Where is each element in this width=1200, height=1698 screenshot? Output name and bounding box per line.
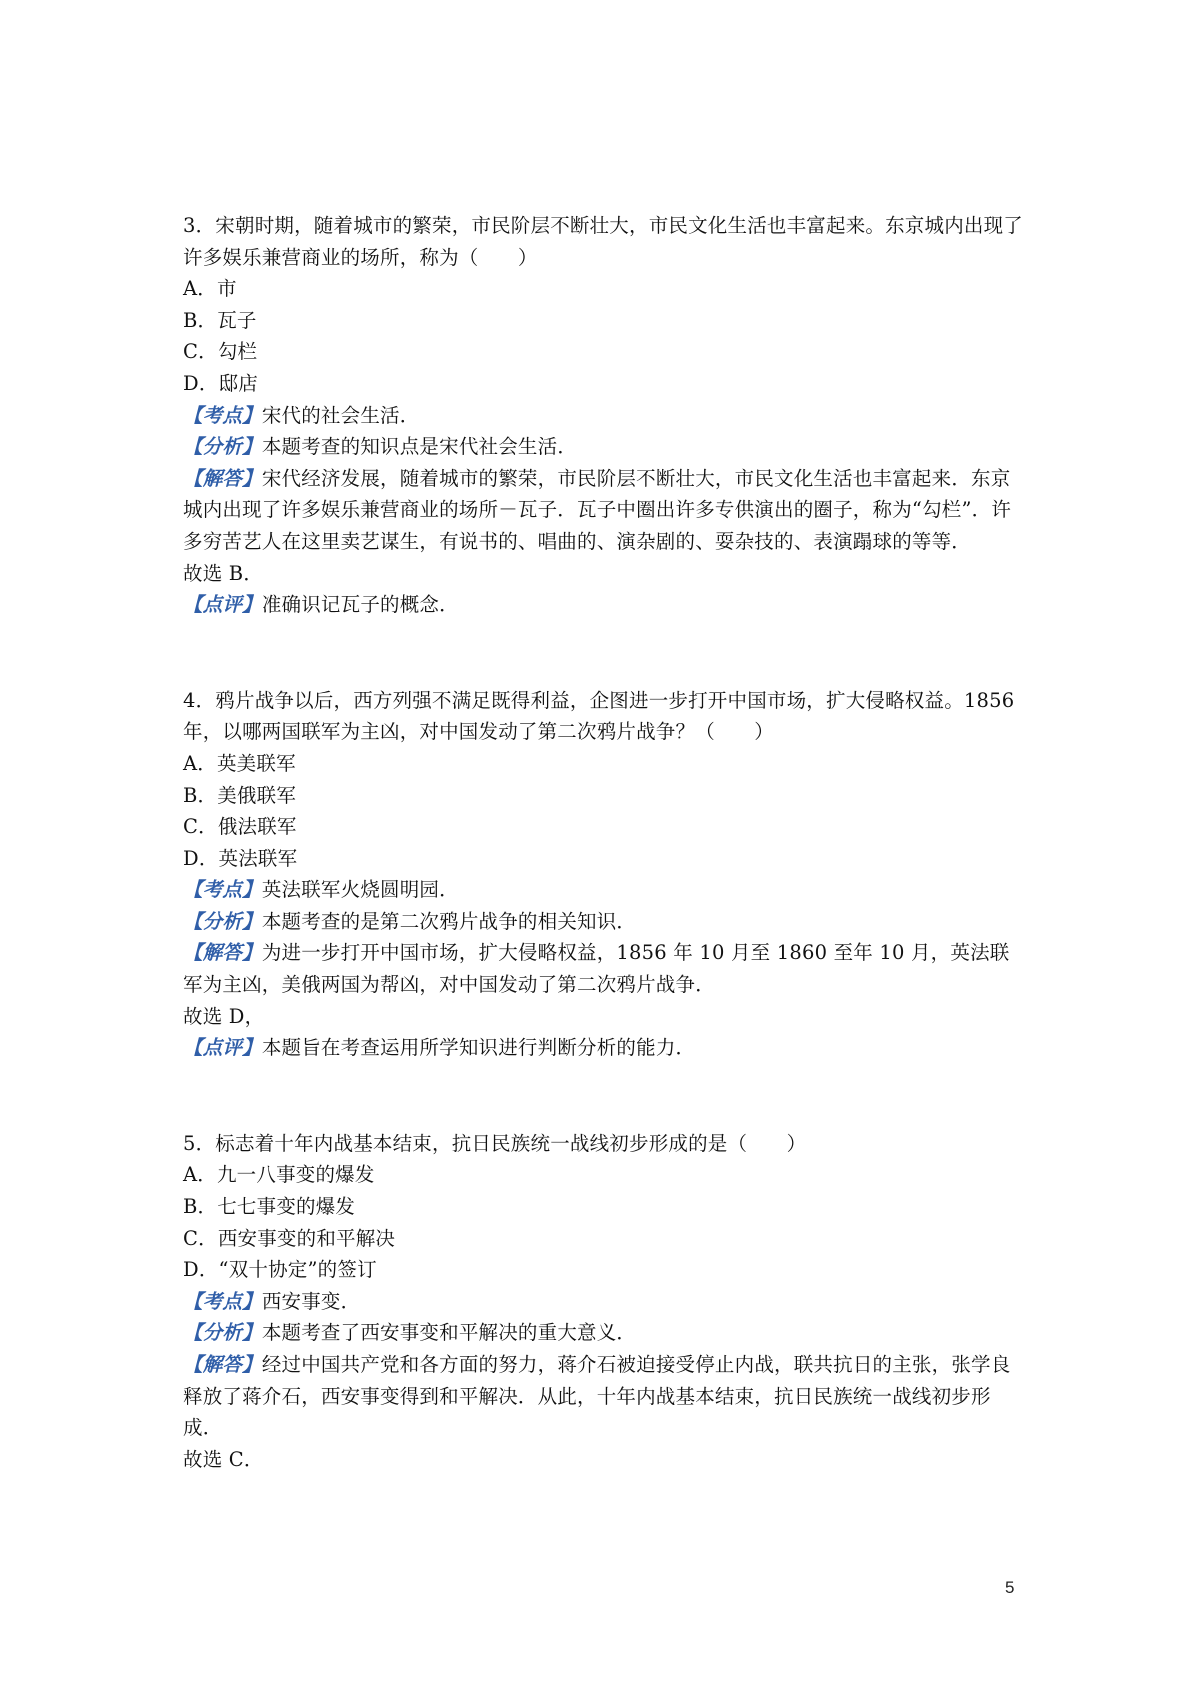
option-a: A．市 <box>183 277 237 301</box>
dianping-text: 本题旨在考查运用所学知识进行判断分析的能力． <box>261 1036 696 1060</box>
fenxi-line <box>183 906 1028 938</box>
jieda-text: 宋代经济发展，随着城市的繁荣，市民阶层不断壮大，市民文化生活也丰富起来．东京城内出现了许多娱乐兼营商业的场所－瓦子．瓦子中圈出许多专供演出的圈子，称为“勾栏”．许多穷苦艺人在这里卖艺谋生，有说书的、唱曲的、演杂剧的、耍杂技的、表演蹋球的等等． <box>183 466 1012 553</box>
fenxi-tag: 【分析】 <box>183 1321 262 1345</box>
question-stem: 4．鸦片战争以后，西方列强不满足既得利益，企图进一步打开中国市场，扩大侵略权益。1856 年，以哪两国联军为主凶，对中国发动了第二次鸦片战争？（ ） <box>183 688 1015 744</box>
jieda-tag: 【解答】 <box>183 466 262 490</box>
question-5 <box>183 1128 1028 1476</box>
question-3 <box>183 210 1028 621</box>
option-b: B．七七事变的爆发 <box>183 1195 356 1219</box>
option-d: D．英法联军 <box>183 846 298 870</box>
question-stem: 3．宋朝时期，随着城市的繁荣，市民阶层不断壮大，市民文化生活也丰富起来。东京城内出现了许多娱乐兼营商业的场所，称为（ ） <box>183 214 1024 269</box>
answer-line: 故选 C． <box>183 1447 264 1471</box>
question-spacer <box>183 1064 1028 1128</box>
option-d: D．“双十协定”的签订 <box>183 1258 377 1282</box>
dianping-line <box>183 589 1028 621</box>
dianping-tag: 【点评】 <box>183 1036 262 1060</box>
option-c: C．俄法联军 <box>183 815 297 839</box>
kaodian-line <box>183 874 1028 906</box>
jieda-tag: 【解答】 <box>183 1353 262 1376</box>
jieda-text: 经过中国共产党和各方面的努力，蒋介石被迫接受停止内战，联共抗日的主张，张学良释放了蒋介石，西安事变得到和平解决．从此，十年内战基本结束，抗日民族统一战线初步形成． <box>183 1353 1011 1440</box>
question-stem: 5．标志着十年内战基本结束，抗日民族统一战线初步形成的是（ ） <box>183 1131 807 1155</box>
jieda-line <box>183 937 1028 1000</box>
dianping-tag: 【点评】 <box>183 593 262 617</box>
page-number: 5 <box>1005 1578 1015 1597</box>
dianping-text: 准确识记瓦子的概念． <box>261 593 459 617</box>
kaodian-line <box>183 1286 1028 1318</box>
kaodian-line <box>183 400 1028 432</box>
jieda-line <box>183 1349 1028 1444</box>
question-4 <box>183 685 1028 1064</box>
kaodian-tag: 【考点】 <box>183 878 262 902</box>
option-c: C．西安事变的和平解决 <box>183 1226 396 1250</box>
fenxi-text: 本题考查的是第二次鸦片战争的相关知识． <box>261 909 637 933</box>
option-c: C．勾栏 <box>183 340 258 364</box>
fenxi-text: 本题考查的知识点是宋代社会生活． <box>261 435 578 459</box>
fenxi-text: 本题考查了西安事变和平解决的重大意义． <box>261 1321 637 1345</box>
kaodian-text: 英法联军火烧圆明园． <box>261 878 459 902</box>
kaodian-text: 西安事变． <box>261 1289 361 1313</box>
jieda-text: 为进一步打开中国市场，扩大侵略权益，1856 年 10 月至 1860 至年 10 月，英法联军为主凶，美俄两国为帮凶，对中国发动了第二次鸦片战争． <box>183 941 1010 997</box>
fenxi-tag: 【分析】 <box>183 909 262 933</box>
option-b: B．瓦子 <box>183 308 257 332</box>
option-b: B．美俄联军 <box>183 783 297 807</box>
option-d: D．邸店 <box>183 371 258 395</box>
answer-line: 故选 B． <box>183 561 264 585</box>
kaodian-tag: 【考点】 <box>183 1289 262 1313</box>
fenxi-tag: 【分析】 <box>183 435 262 459</box>
jieda-tag: 【解答】 <box>183 941 262 965</box>
question-spacer <box>183 621 1028 685</box>
page-content <box>183 210 1028 1475</box>
fenxi-line <box>183 431 1028 463</box>
answer-line: 故选 D， <box>183 1004 265 1028</box>
kaodian-text: 宋代的社会生活． <box>261 403 420 427</box>
option-a: A．九一八事变的爆发 <box>183 1163 375 1187</box>
fenxi-line <box>183 1317 1028 1349</box>
kaodian-tag: 【考点】 <box>183 403 262 427</box>
dianping-line <box>183 1032 1028 1064</box>
jieda-line <box>183 463 1028 558</box>
option-a: A．英美联军 <box>183 751 296 775</box>
